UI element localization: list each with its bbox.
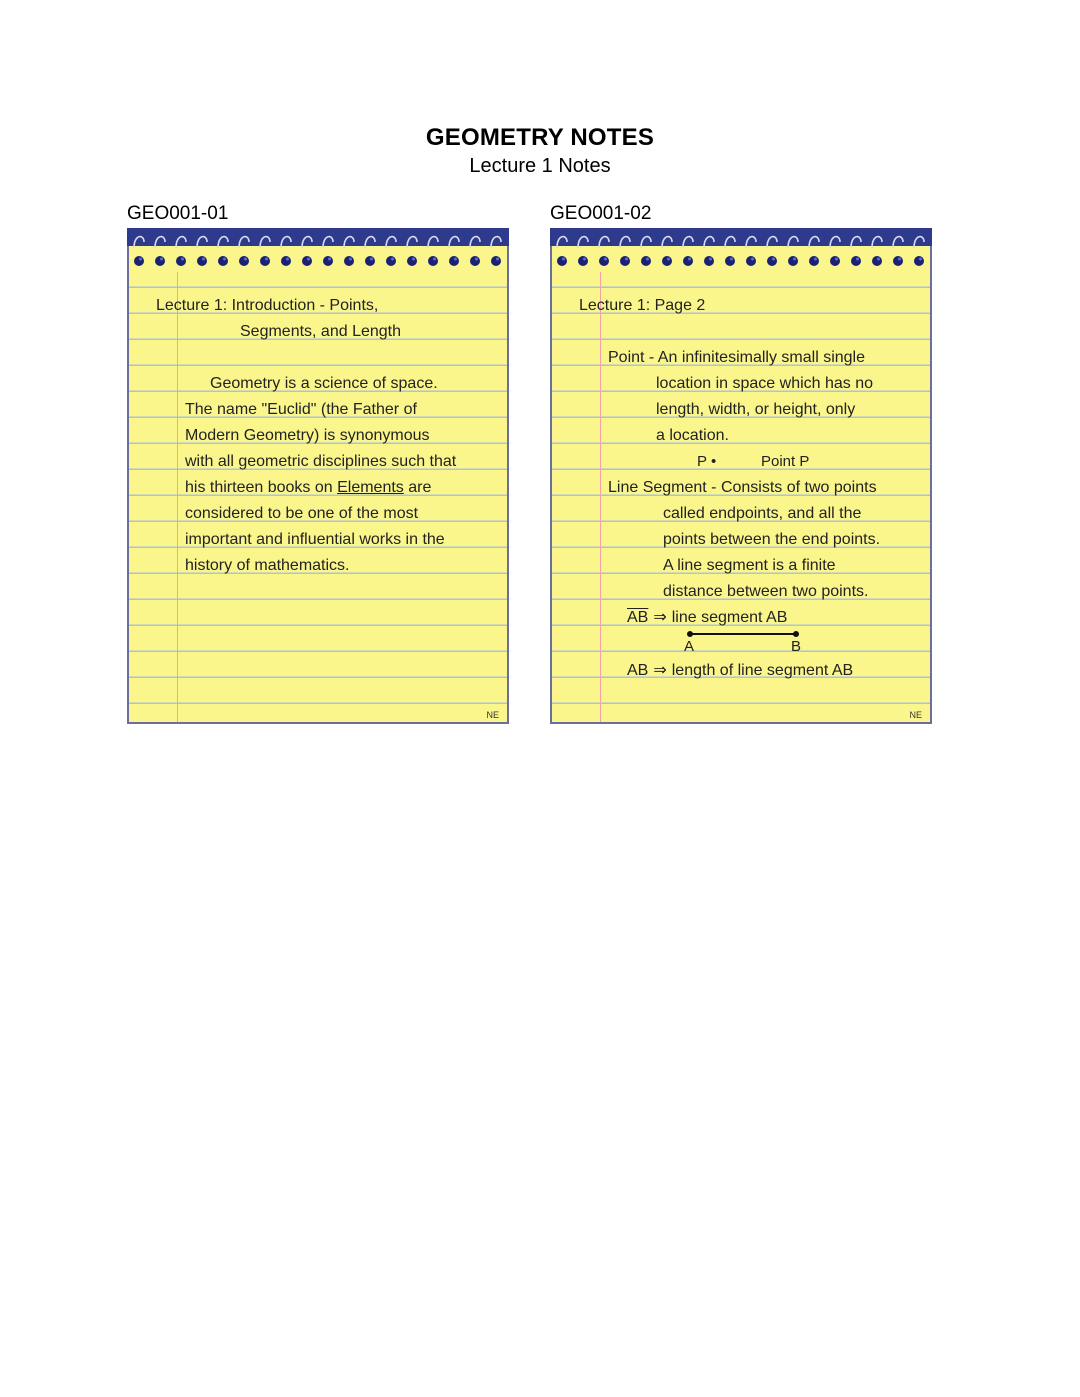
binding-hole-highlight — [286, 258, 289, 261]
spiral-ring — [557, 237, 567, 248]
point-example-symbol: P • — [697, 453, 717, 470]
binding-hole — [746, 256, 756, 266]
spiral-ring — [599, 237, 609, 248]
point-dot-icon: • — [711, 453, 717, 470]
binding-hole-highlight — [370, 258, 373, 261]
binding-hole — [704, 256, 714, 266]
binding-hole-highlight — [709, 258, 712, 261]
binding-hole-highlight — [814, 258, 817, 261]
binding-hole — [323, 256, 333, 266]
margin-line — [177, 272, 178, 722]
spiral-ring — [914, 237, 924, 248]
spiral-rings-icon — [550, 228, 932, 272]
binding-hole-highlight — [433, 258, 436, 261]
binding-hole-highlight — [688, 258, 691, 261]
spiral-ring — [281, 237, 291, 248]
spiral-ring — [851, 237, 861, 248]
binding-hole — [620, 256, 630, 266]
spiral-ring — [449, 237, 459, 248]
binding-hole — [599, 256, 609, 266]
binding-hole-highlight — [625, 258, 628, 261]
notepad-slide-1 — [127, 228, 509, 724]
binding-hole — [470, 256, 480, 266]
binding-hole — [491, 256, 501, 266]
spiral-ring — [746, 237, 756, 248]
segment-definition-line: points between the end points. — [663, 531, 881, 548]
binding-hole-highlight — [583, 258, 586, 261]
binding-hole-highlight — [730, 258, 733, 261]
binding-hole-highlight — [667, 258, 670, 261]
spiral-rings-icon — [127, 228, 509, 272]
corner-mark: NE — [486, 710, 499, 720]
binding-hole-highlight — [646, 258, 649, 261]
binding-hole-highlight — [604, 258, 607, 261]
length-notation-text: length of line segment AB — [671, 662, 854, 679]
spiral-ring — [662, 237, 672, 248]
binding-hole-highlight — [835, 258, 838, 261]
binding-hole-highlight — [751, 258, 754, 261]
binding-hole-highlight — [475, 258, 478, 261]
binding-hole — [725, 256, 735, 266]
binding-hole-highlight — [160, 258, 163, 261]
body-line: considered to be one of the most — [185, 505, 419, 522]
spiral-ring — [725, 237, 735, 248]
spiral-ring — [239, 237, 249, 248]
binding-hole — [767, 256, 777, 266]
binding-hole — [578, 256, 588, 266]
binding-hole — [260, 256, 270, 266]
binding-hole — [788, 256, 798, 266]
binding-hole-highlight — [562, 258, 565, 261]
point-example-label: Point P — [761, 453, 810, 470]
binding-hole-highlight — [349, 258, 352, 261]
spiral-ring — [218, 237, 228, 248]
body-line — [185, 478, 431, 498]
binding-hole — [662, 256, 672, 266]
slide-label-2: GEO001-02 — [550, 203, 652, 224]
spiral-ring — [491, 237, 501, 248]
binding-hole — [155, 256, 165, 266]
binding-hole — [281, 256, 291, 266]
spiral-ring — [155, 237, 165, 248]
binding-hole-highlight — [202, 258, 205, 261]
body-line: history of mathematics. — [185, 557, 350, 574]
spiral-ring — [428, 237, 438, 248]
binding-hole — [218, 256, 228, 266]
point-definition-line: a location. — [656, 427, 729, 444]
binding-hole — [302, 256, 312, 266]
spiral-ring — [134, 237, 144, 248]
implies-arrow-icon: ⇒ — [653, 609, 667, 626]
spiral-ring — [176, 237, 186, 248]
spiral-ring — [386, 237, 396, 248]
binding-hole — [344, 256, 354, 266]
spiral-ring — [788, 237, 798, 248]
spiral-ring — [893, 237, 903, 248]
binding-hole — [365, 256, 375, 266]
notepad-slide-2 — [550, 228, 932, 724]
page-subtitle: Lecture 1 Notes — [469, 155, 611, 177]
segment-definition-line: A line segment is a finite — [663, 557, 836, 574]
binding-hole — [851, 256, 861, 266]
binding-hole — [914, 256, 924, 266]
spiral-ring — [809, 237, 819, 248]
point-definition-line: Point - An infinitesimally small single — [608, 349, 865, 366]
binding-hole-highlight — [307, 258, 310, 261]
page-title: GEOMETRY NOTES — [425, 124, 655, 151]
point-definition-line: location in space which has no — [656, 375, 874, 392]
binding-hole-highlight — [265, 258, 268, 261]
binding-hole — [134, 256, 144, 266]
binding-hole-highlight — [877, 258, 880, 261]
segment-definition-line: distance between two points. — [663, 583, 869, 600]
slide-heading-line-1: Lecture 1: Introduction - Points, — [156, 297, 379, 314]
segment-notation — [627, 608, 787, 628]
spiral-ring — [407, 237, 417, 248]
slide-label-1: GEO001-01 — [127, 203, 229, 224]
spiral-ring — [704, 237, 714, 248]
binding-hole — [830, 256, 840, 266]
elements-title: Elements — [337, 479, 404, 496]
margin-line — [600, 272, 601, 722]
implies-arrow-icon: ⇒ — [653, 662, 667, 679]
binding-hole-highlight — [856, 258, 859, 261]
segment-diagram — [682, 628, 802, 640]
body-line: Geometry is a science of space. — [210, 375, 438, 392]
binding-hole — [428, 256, 438, 266]
spiral-ring — [830, 237, 840, 248]
binding-hole-highlight — [412, 258, 415, 261]
binding-hole — [557, 256, 567, 266]
spiral-ring — [767, 237, 777, 248]
segment-definition-line: called endpoints, and all the — [663, 505, 862, 522]
slide-heading-line-2: Segments, and Length — [240, 323, 402, 340]
binding-hole-highlight — [223, 258, 226, 261]
spiral-ring — [302, 237, 312, 248]
binding-hole-highlight — [391, 258, 394, 261]
slide-heading: Lecture 1: Page 2 — [579, 297, 706, 314]
point-definition-line: length, width, or height, only — [656, 401, 856, 418]
binding-hole — [872, 256, 882, 266]
binding-hole-highlight — [793, 258, 796, 261]
spiral-ring — [197, 237, 207, 248]
spiral-ring — [620, 237, 630, 248]
spiral-ring — [365, 237, 375, 248]
binding-hole-highlight — [454, 258, 457, 261]
length-notation — [627, 661, 853, 681]
length-symbol: AB — [627, 662, 649, 679]
spiral-ring — [641, 237, 651, 248]
body-line: The name "Euclid" (the Father of — [185, 401, 417, 418]
corner-mark: NE — [909, 710, 922, 720]
spiral-ring — [260, 237, 270, 248]
endpoint-a-label: A — [684, 638, 695, 655]
body-line: important and influential works in the — [185, 531, 445, 548]
spiral-ring — [470, 237, 480, 248]
body-line: Modern Geometry) is synonymous — [185, 427, 430, 444]
spiral-ring — [578, 237, 588, 248]
binding-hole — [197, 256, 207, 266]
segment-notation-text: line segment AB — [671, 609, 788, 626]
spiral-ring — [872, 237, 882, 248]
endpoint-b-label: B — [791, 638, 802, 655]
binding-hole — [176, 256, 186, 266]
binding-hole-highlight — [328, 258, 331, 261]
segment-definition-line: Line Segment - Consists of two points — [608, 479, 877, 496]
binding-hole-highlight — [181, 258, 184, 261]
body-line: with all geometric disciplines such that — [185, 453, 457, 470]
body-text: his thirteen books on — [185, 479, 338, 496]
body-text: are — [403, 479, 432, 496]
binding-hole — [641, 256, 651, 266]
binding-hole — [386, 256, 396, 266]
binding-hole — [683, 256, 693, 266]
binding-hole — [449, 256, 459, 266]
binding-hole-highlight — [772, 258, 775, 261]
spiral-ring — [323, 237, 333, 248]
binding-hole — [893, 256, 903, 266]
spiral-ring — [344, 237, 354, 248]
spiral-ring — [683, 237, 693, 248]
binding-hole — [407, 256, 417, 266]
segment-symbol: $\overline{AB}$ — [627, 609, 649, 626]
binding-hole — [239, 256, 249, 266]
binding-hole-highlight — [496, 258, 499, 261]
binding-hole-highlight — [898, 258, 901, 261]
binding-hole-highlight — [919, 258, 922, 261]
binding-hole — [809, 256, 819, 266]
binding-hole-highlight — [244, 258, 247, 261]
binding-hole-highlight — [139, 258, 142, 261]
